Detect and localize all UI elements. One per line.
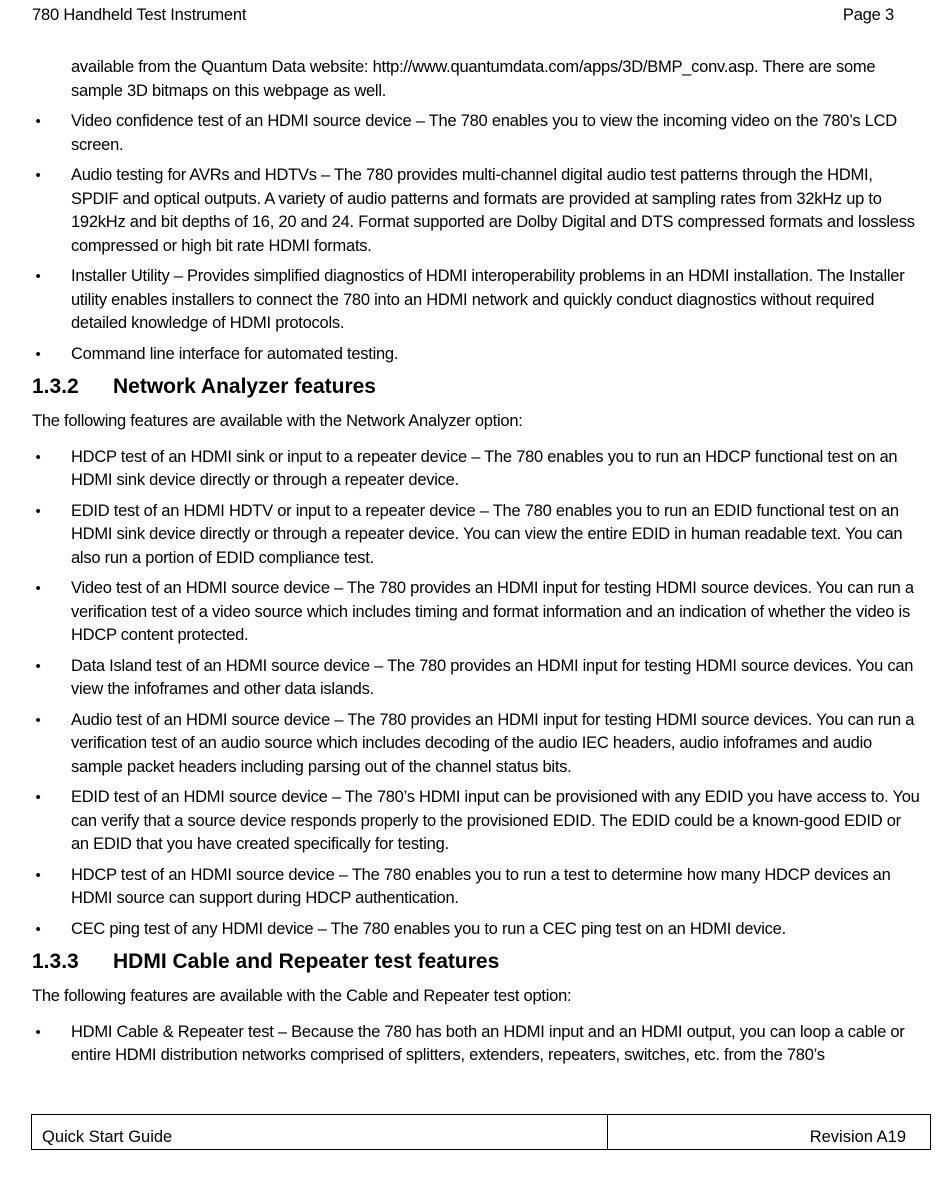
list-item [32, 343, 920, 367]
section-number: 1.3.3 [32, 950, 79, 973]
list-item-text: Video confidence test of an HDMI source device – The 780 enables you to view the incoming video on the 780’s LCD screen. [71, 112, 897, 154]
section-intro: The following features are available with the Cable and Repeater test option: [32, 987, 572, 1005]
list-item-text: Audio test of an HDMI source device – The 780 provides an HDMI input for testing HDMI source devices. You can run a verification test of an audio source which includes decoding of the audio IEC headers, audio infoframes and audio sample packet headers including parsing out of the channel status bits. [71, 710, 915, 776]
bullet-icon: • [35, 789, 41, 806]
list-item-text: HDMI Cable & Repeater test – Because the 780 has both an HDMI input and an HDMI output, you can loop a cable or entire HDMI distribution networks comprised of splitters, extenders, repeaters, switches, etc. from the 780’s [71, 1022, 905, 1064]
bullet-icon: • [35, 268, 41, 285]
page-number: Page 3 [842, 6, 894, 24]
list-item-text: HDCP test of an HDMI source device – The 780 enables you to run a test to determine how many HDCP devices an HDMI source can support during HDCP authentication. [71, 865, 891, 907]
list-item-text: HDCP test of an HDMI sink or input to a repeater device – The 780 enables you to run an HDCP functional test on an HDMI sink device directly or through a repeater device. [71, 447, 898, 489]
list-item-text: Audio testing for AVRs and HDTVs – The 780 provides multi-channel digital audio test patterns through the HDMI, SPDIF and optical outputs. A variety of audio patterns and formats are provided at sampling rates from 32kHz up to 192kHz and bit depths of 16, 20 and 24. Format supported are Dolby Digital and DTS compressed formats and lossless compressed or high bit rate HDMI formats. [71, 166, 915, 255]
list-item [32, 918, 920, 942]
list-item [32, 655, 920, 702]
list-item-text: Video test of an HDMI source device – The 780 provides an HDMI input for testing HDMI source devices. You can run a verification test of a video source which includes timing and format information and an indication of whether the video is HDCP content protected. [71, 579, 914, 644]
bullet-icon: • [35, 113, 41, 130]
bullet-icon: • [35, 167, 41, 184]
bullet-icon: • [35, 345, 41, 363]
section-title: Network Analyzer features [113, 375, 376, 398]
continuation-paragraph: available from the Quantum Data website: http://www.quantumdata.com/apps/3D/BMP_conv.asp. There are some sample 3D bitmaps on this webpage as well. [71, 58, 876, 100]
bullet-icon: • [35, 920, 41, 938]
list-item [32, 864, 920, 911]
bullet-list-top [32, 110, 920, 366]
bullet-icon: • [35, 502, 41, 520]
page-footer [31, 1114, 931, 1150]
list-item [32, 500, 920, 571]
bullet-list-cable-repeater [32, 1021, 920, 1068]
list-item [32, 164, 920, 258]
list-item-text: Installer Utility – Provides simplified diagnostics of HDMI interoperability problems in an HDMI installation. The Installer utility enables installers to connect the 780 into an HDMI network and quickly conduct diagnostics without required detailed knowledge of HDMI protocols. [71, 267, 905, 332]
bullet-icon: • [35, 1023, 41, 1041]
section-intro: The following features are available with the Network Analyzer option: [32, 412, 523, 430]
section-heading-1-3-3 [32, 948, 920, 976]
page-content [32, 56, 920, 1075]
bullet-icon: • [35, 711, 41, 729]
bullet-icon: • [35, 448, 41, 466]
footer-revision: Revision A19 [809, 1128, 906, 1146]
list-item [32, 1021, 920, 1068]
footer-guide-name: Quick Start Guide [42, 1128, 173, 1146]
list-item-text: Command line interface for automated testing. [71, 344, 399, 363]
list-item [32, 709, 920, 780]
list-item-text: EDID test of an HDMI source device – The 780’s HDMI input can be provisioned with any EDID you have access to. You can verify that a source device responds properly to the provisioned EDID. The EDID could be a known-good EDID or an EDID that you have created specifically for testing. [71, 788, 920, 853]
footer-left-cell [32, 1115, 608, 1149]
list-item [32, 577, 920, 648]
bullet-icon: • [35, 866, 41, 884]
list-item [32, 786, 920, 857]
page-header [32, 6, 894, 28]
document-title: 780 Handheld Test Instrument [32, 6, 247, 24]
section-heading-1-3-2 [32, 373, 920, 401]
list-item [32, 446, 920, 493]
list-item [32, 110, 920, 157]
list-item-text: EDID test of an HDMI HDTV or input to a repeater device – The 780 enables you to run an EDID functional test on an HDMI sink device directly or through a repeater device. You can view the entire EDID in human readable text. You can also run a portion of EDID compliance test. [71, 501, 903, 567]
list-item-text: Data Island test of an HDMI source device – The 780 provides an HDMI input for testing HDMI source devices. You can view the infoframes and other data islands. [71, 656, 914, 698]
list-item [32, 265, 920, 336]
bullet-icon: • [35, 580, 41, 597]
bullet-list-network-analyzer [32, 446, 920, 942]
section-number: 1.3.2 [32, 375, 79, 398]
list-item-text: CEC ping test of any HDMI device – The 780 enables you to run a CEC ping test on an HDMI device. [71, 919, 786, 938]
bullet-icon: • [35, 657, 41, 675]
section-title: HDMI Cable and Repeater test features [113, 950, 500, 973]
